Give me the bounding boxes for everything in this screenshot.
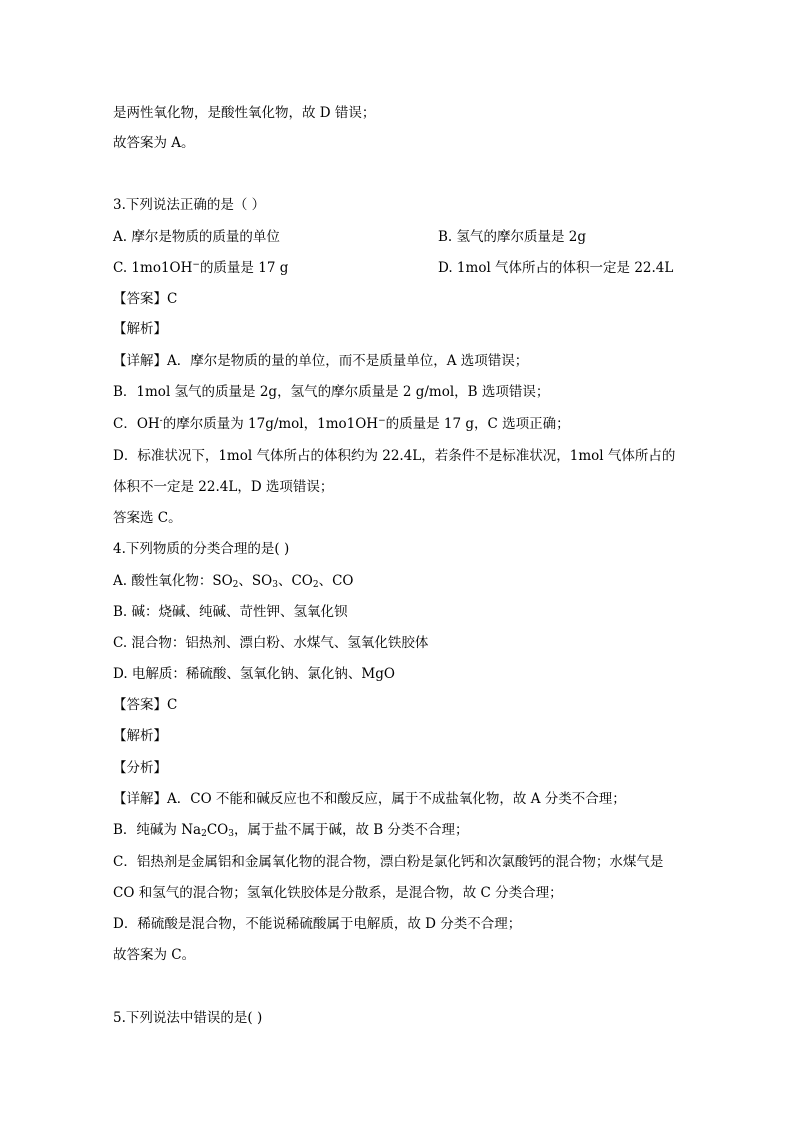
explanation-line: D．标准状况下，1mol 气体所占的体积约为 22.4L，若条件不是标准状况，1mol 气体所占的 [113,448,676,464]
explanation-line: D．稀硫酸是混合物，不能说稀硫酸属于电解质，故 D 分类不合理； [113,916,522,932]
text-run: CO [206,822,229,838]
explanation-line [113,819,468,841]
subscript: 2 [201,829,207,839]
text-run: A. 酸性氧化物：SO [113,573,233,589]
answer-label: 【答案】C [113,697,178,713]
subscript: 2 [232,580,239,590]
answer-label: 【答案】C [113,291,178,307]
superscript: − [378,416,386,426]
explanation-line: CO 和氢气的混合物；氢氧化铁胶体是分散系，是混合物，故 C 分类合理； [113,885,563,901]
question-4-option-c: C. 混合物：铝热剂、漂白粉、水煤气、氢氧化铁胶体 [113,635,429,651]
analysis-label: 【解析】 [113,321,167,337]
question-3-option-a: A. 摩尔是物质的质量的单位 [113,229,280,245]
text-line: 是两性氧化物，是酸性氧化物，故 D 错误； [113,105,376,121]
analysis-sub-label: 【分析】 [113,760,167,776]
question-3-option-d: D. 1mol 气体所占的体积一定是 22.4L [438,260,674,276]
text-run: 的摩尔质量为 17g/mol，1mo1OH [162,416,379,432]
text-run: 的质量是 17 g，C 选项正确； [385,416,570,432]
analysis-label: 【解析】 [113,728,167,744]
explanation-line [113,413,570,435]
text-run: ，属于盐不属于碱，故 B 分类不合理； [233,822,469,838]
explanation-line: 【详解】A．CO 不能和碱反应也不和酸反应，属于不成盐氧化物，故 A 分类不合理； [113,791,626,807]
superscript: - [159,416,163,426]
question-4-option-b: B. 碱：烧碱、纯碱、苛性钾、氢氧化钡 [113,604,348,620]
question-3-option-b: B. 氢气的摩尔质量是 2g [438,229,587,245]
superscript: − [192,260,200,270]
text-run: 、CO [277,573,313,589]
question-3-option-c [113,257,288,279]
question-3-stem: 3.下列说法正确的是（ ） [113,197,266,213]
conclusion-line: 故答案为 C。 [113,947,196,963]
question-4-option-d: D. 电解质：稀硫酸、氢氧化钠、氯化钠、MgO [113,666,395,682]
subscript: 3 [272,580,278,590]
conclusion-line: 答案选 C。 [113,510,182,526]
question-4-option-a [113,570,354,592]
explanation-line: 【详解】A．摩尔是物质的量的单位，而不是质量单位，A 选项错误； [113,353,529,369]
subscript: 2 [312,580,319,590]
text-run: C．OH [113,416,160,432]
text-run: B．纯碱为 Na [113,822,202,838]
explanation-line: B．1mol 氢气的质量是 2g，氢气的摩尔质量是 2 g/mol，B 选项错误； [113,384,550,400]
question-5-stem: 5.下列说法中错误的是( ) [113,1010,263,1026]
text-line: 故答案为 A。 [113,135,195,151]
text-run: 的质量是 17 g [199,260,289,276]
text-run: C. 1mo1OH [113,260,193,276]
explanation-line: C．铝热剂是金属铝和金属氧化物的混合物，漂白粉是氯化钙和次氯酸钙的混合物；水煤气是 [113,854,664,870]
text-run: 、SO [238,573,273,589]
subscript: 3 [228,829,234,839]
text-run: 、CO [318,573,354,589]
explanation-line: 体积不一定是 22.4L，D 选项错误； [113,479,334,495]
question-4-stem: 4.下列物质的分类合理的是( ) [113,541,290,557]
